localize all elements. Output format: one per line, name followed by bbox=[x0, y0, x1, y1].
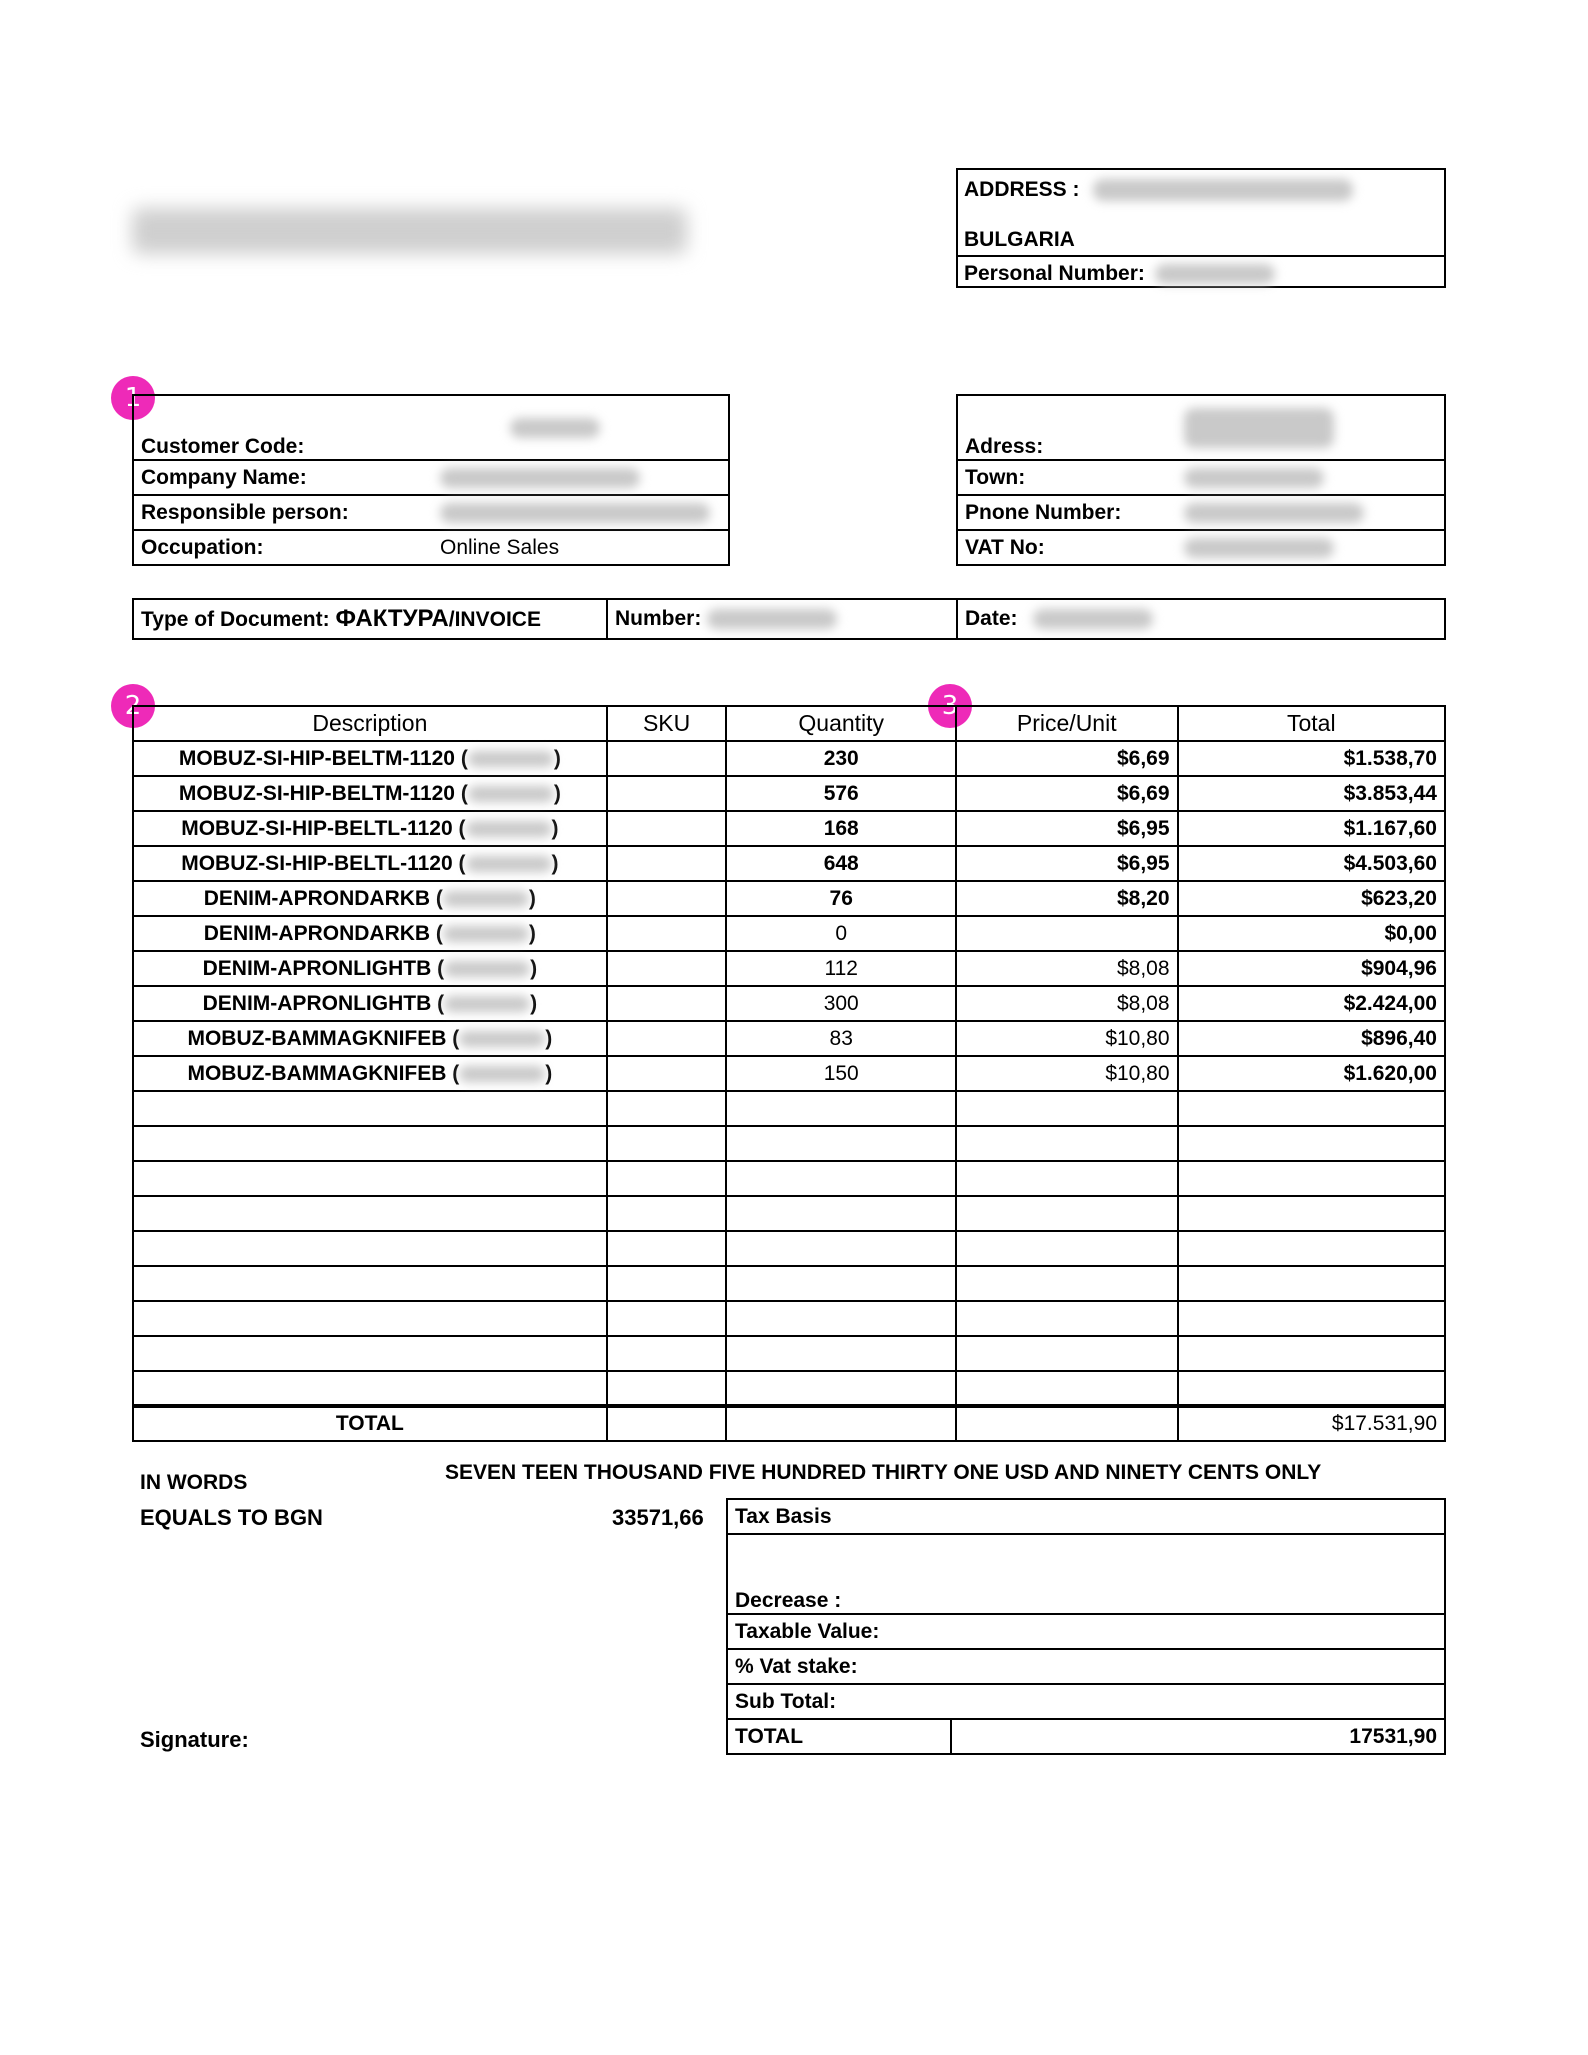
item-quantity: 168 bbox=[726, 811, 956, 846]
vendor-redacted bbox=[466, 821, 552, 837]
vendor-redacted bbox=[444, 961, 530, 977]
item-description: DENIM-APRONLIGHTB ( ) bbox=[133, 986, 607, 1021]
item-row bbox=[133, 951, 1445, 986]
item-price: $6,69 bbox=[956, 741, 1178, 776]
item-row bbox=[133, 776, 1445, 811]
item-price: $8,08 bbox=[956, 986, 1178, 1021]
item-price: $8,20 bbox=[956, 881, 1178, 916]
item-description: MOBUZ-SI-HIP-BELTM-1120 ( ) bbox=[133, 741, 607, 776]
items-header-row bbox=[133, 706, 1445, 741]
item-sku bbox=[607, 741, 727, 776]
item-price bbox=[956, 916, 1178, 951]
item-sku bbox=[607, 881, 727, 916]
item-price: $8,08 bbox=[956, 951, 1178, 986]
document-type-english: /INVOICE bbox=[448, 608, 541, 631]
empty-row bbox=[133, 1126, 1445, 1161]
item-row bbox=[133, 741, 1445, 776]
address-value-redacted bbox=[1093, 179, 1353, 201]
empty-row bbox=[133, 1196, 1445, 1231]
address-label: ADDRESS : bbox=[964, 178, 1080, 201]
item-quantity: 576 bbox=[726, 776, 956, 811]
document-date-label: Date: bbox=[965, 607, 1018, 630]
item-quantity: 300 bbox=[726, 986, 956, 1021]
item-sku bbox=[607, 1056, 727, 1091]
in-words-label: IN WORDS bbox=[140, 1471, 248, 1494]
document-type-cyrillic: ФАКТУРА bbox=[335, 605, 449, 632]
header-sku: SKU bbox=[607, 706, 727, 741]
company-name-label: Company Name: bbox=[133, 460, 433, 495]
items-total-label: TOTAL bbox=[133, 1406, 607, 1441]
contact-address-label: Adress: bbox=[957, 395, 1177, 460]
vendor-redacted bbox=[468, 751, 554, 767]
item-total: $904,96 bbox=[1178, 951, 1445, 986]
item-total: $1.167,60 bbox=[1178, 811, 1445, 846]
empty-row bbox=[133, 1231, 1445, 1266]
item-total: $623,20 bbox=[1178, 881, 1445, 916]
customer-code-redacted bbox=[510, 418, 600, 438]
item-description: MOBUZ-SI-HIP-BELTL-1120 ( ) bbox=[133, 811, 607, 846]
address-box bbox=[956, 168, 1446, 288]
item-description: MOBUZ-SI-HIP-BELTL-1120 ( ) bbox=[133, 846, 607, 881]
item-sku bbox=[607, 951, 727, 986]
sub-total-label: Sub Total: bbox=[727, 1684, 1445, 1719]
company-name-value-redacted bbox=[440, 468, 640, 488]
empty-row bbox=[133, 1161, 1445, 1196]
item-description: MOBUZ-SI-HIP-BELTM-1120 ( ) bbox=[133, 776, 607, 811]
item-total: $0,00 bbox=[1178, 916, 1445, 951]
item-quantity: 76 bbox=[726, 881, 956, 916]
header-total: Total bbox=[1178, 706, 1445, 741]
address-country: BULGARIA bbox=[964, 228, 1075, 251]
tax-table bbox=[726, 1498, 1446, 1755]
empty-row bbox=[133, 1266, 1445, 1301]
responsible-person-redacted bbox=[440, 503, 710, 523]
item-total: $4.503,60 bbox=[1178, 846, 1445, 881]
item-total: $1.538,70 bbox=[1178, 741, 1445, 776]
empty-row bbox=[133, 1336, 1445, 1371]
vat-stake-label: % Vat stake: bbox=[727, 1649, 1445, 1684]
items-total-value: $17.531,90 bbox=[1178, 1406, 1445, 1441]
town-redacted bbox=[1184, 468, 1324, 488]
item-row bbox=[133, 1021, 1445, 1056]
marker-3: 3 bbox=[928, 684, 972, 728]
in-words-value: SEVEN TEEN THOUSAND FIVE HUNDRED THIRTY ONE USD AND NINETY CENTS ONLY bbox=[445, 1461, 1322, 1484]
item-quantity: 0 bbox=[726, 916, 956, 951]
phone-redacted bbox=[1184, 503, 1364, 523]
item-price: $6,69 bbox=[956, 776, 1178, 811]
header-price-unit: Price/Unit bbox=[956, 706, 1178, 741]
item-sku bbox=[607, 916, 727, 951]
vendor-redacted bbox=[443, 891, 529, 907]
item-total: $3.853,44 bbox=[1178, 776, 1445, 811]
item-description: DENIM-APRONLIGHTB ( ) bbox=[133, 951, 607, 986]
document-number-label: Number: bbox=[615, 607, 702, 630]
item-sku bbox=[607, 1021, 727, 1056]
item-row bbox=[133, 811, 1445, 846]
tax-total-value: 17531,90 bbox=[951, 1719, 1445, 1754]
taxable-value-label: Taxable Value: bbox=[727, 1614, 1445, 1649]
personal-number-label: Personal Number: bbox=[964, 262, 1145, 285]
item-row bbox=[133, 846, 1445, 881]
item-description: DENIM-APRONDARKB ( ) bbox=[133, 881, 607, 916]
tax-basis-label: Tax Basis bbox=[727, 1499, 1445, 1534]
item-total: $2.424,00 bbox=[1178, 986, 1445, 1021]
item-quantity: 230 bbox=[726, 741, 956, 776]
item-row bbox=[133, 986, 1445, 1021]
item-total: $1.620,00 bbox=[1178, 1056, 1445, 1091]
item-price: $10,80 bbox=[956, 1021, 1178, 1056]
occupation-label: Occupation: bbox=[133, 530, 433, 565]
document-type-label: Type of Document: bbox=[141, 608, 330, 631]
customer-table bbox=[132, 394, 730, 566]
decrease-label: Decrease : bbox=[727, 1534, 1445, 1614]
items-table bbox=[132, 705, 1446, 1442]
item-price: $6,95 bbox=[956, 811, 1178, 846]
header-description: Description bbox=[133, 706, 607, 741]
equals-label: EQUALS TO BGN bbox=[140, 1505, 323, 1530]
item-quantity: 112 bbox=[726, 951, 956, 986]
vat-redacted bbox=[1184, 538, 1334, 558]
vat-label: VAT No: bbox=[957, 530, 1177, 565]
item-sku bbox=[607, 846, 727, 881]
document-info-table bbox=[132, 598, 1446, 640]
item-total: $896,40 bbox=[1178, 1021, 1445, 1056]
item-description: DENIM-APRONDARKB ( ) bbox=[133, 916, 607, 951]
item-quantity: 83 bbox=[726, 1021, 956, 1056]
document-number-redacted bbox=[707, 609, 837, 629]
empty-row bbox=[133, 1091, 1445, 1126]
item-description: MOBUZ-BAMMAGKNIFEB ( ) bbox=[133, 1056, 607, 1091]
vendor-redacted bbox=[444, 996, 530, 1012]
empty-row bbox=[133, 1301, 1445, 1336]
marker-1: 1 bbox=[111, 376, 155, 420]
company-name-redacted bbox=[132, 208, 687, 254]
marker-2: 2 bbox=[111, 684, 155, 728]
tax-total-label: TOTAL bbox=[727, 1719, 951, 1754]
item-row bbox=[133, 881, 1445, 916]
vendor-redacted bbox=[468, 786, 554, 802]
equals-value: 33571,66 bbox=[612, 1505, 704, 1530]
item-quantity: 648 bbox=[726, 846, 956, 881]
item-quantity: 150 bbox=[726, 1056, 956, 1091]
vendor-redacted bbox=[466, 856, 552, 872]
contact-address-redacted bbox=[1184, 408, 1334, 448]
items-total-row bbox=[133, 1406, 1445, 1441]
customer-code-label: Customer Code: bbox=[133, 395, 433, 460]
header-quantity: Quantity bbox=[726, 706, 956, 741]
item-description: MOBUZ-BAMMAGKNIFEB ( ) bbox=[133, 1021, 607, 1056]
vendor-redacted bbox=[443, 926, 529, 942]
vendor-redacted bbox=[459, 1066, 545, 1082]
phone-label: Pnone Number: bbox=[957, 495, 1177, 530]
responsible-person-label: Responsible person: bbox=[133, 495, 433, 530]
empty-row bbox=[133, 1371, 1445, 1406]
item-sku bbox=[607, 776, 727, 811]
item-sku bbox=[607, 811, 727, 846]
vendor-redacted bbox=[459, 1031, 545, 1047]
signature-label: Signature: bbox=[140, 1727, 249, 1752]
document-date-redacted bbox=[1033, 609, 1153, 629]
personal-number-redacted bbox=[1155, 264, 1275, 284]
item-row bbox=[133, 916, 1445, 951]
item-price: $6,95 bbox=[956, 846, 1178, 881]
item-price: $10,80 bbox=[956, 1056, 1178, 1091]
item-sku bbox=[607, 986, 727, 1021]
contact-table bbox=[956, 394, 1446, 566]
item-row bbox=[133, 1056, 1445, 1091]
town-label: Town: bbox=[957, 460, 1177, 495]
occupation-value: Online Sales bbox=[433, 530, 729, 565]
